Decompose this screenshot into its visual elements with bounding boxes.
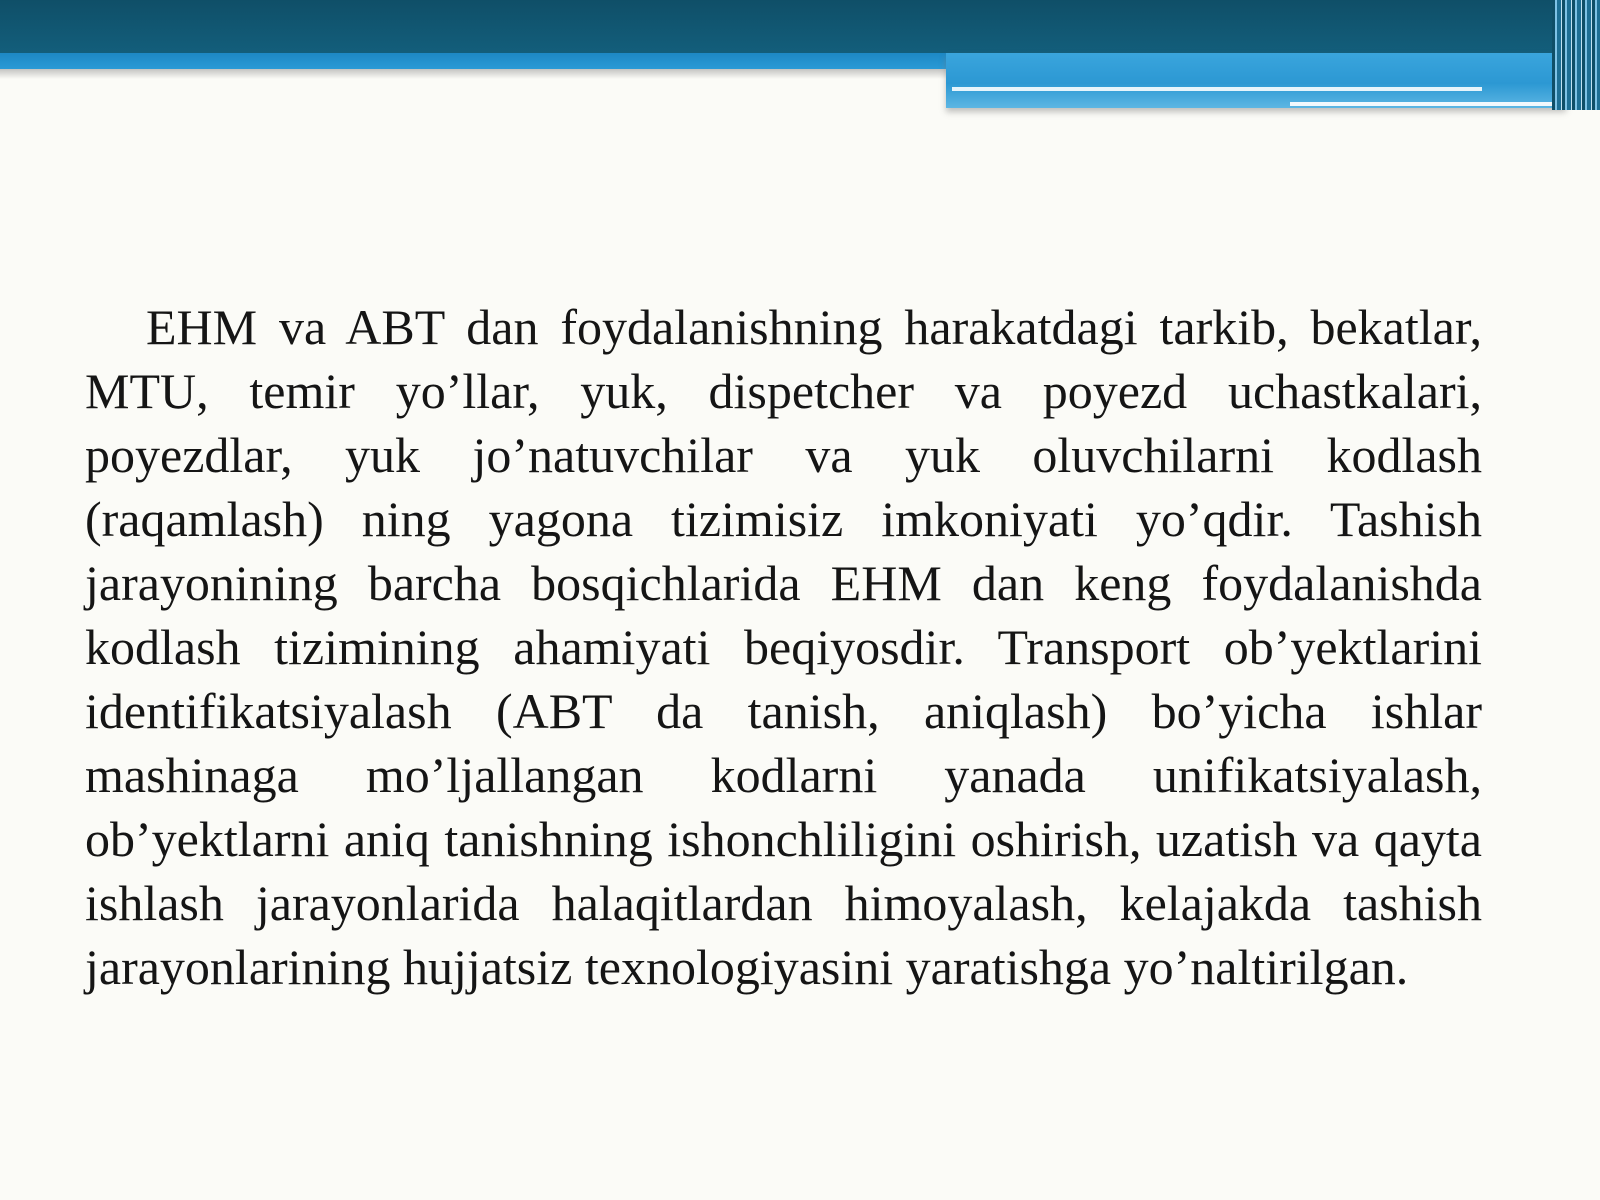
header-accent-stripe xyxy=(0,53,948,69)
header-shadow xyxy=(0,69,948,79)
header-accent-stripe-right xyxy=(946,53,1566,108)
header-highlight-line-short xyxy=(1290,102,1566,106)
slide-body-text: EHM va ABT dan foydalanishning harakatdagi tarkib, bekatlar, MTU, temir yo’llar, yuk, dispetcher va poyezd uchastkalari, poyezdlar, yuk jo’natuvchilar va yuk oluvchilarni kodlash (raqamlash) ning yagona tizimisiz imkoniyati yo’qdir. Tashish jarayonining barcha bosqichlarida EHM dan keng foydalanishda kodlash tizimining ahamiyati beqiyosdir. Transport ob’yektlarini identifikatsiyalash (ABT da tanish, aniqlash) bo’yicha ishlar mashinaga mo’ljallangan kodlarni yanada unifikatsiyalash, ob’yektlarni aniq tanishning ishonchliligini oshirish, uzatish va qayta ishlash jarayonlarida halaqitlardan himoyalash, kelajakda tashish jarayonlarining hujjatsiz texnologiyasini yaratishga yo’naltirilgan. xyxy=(85,299,1482,995)
header-edge-lines xyxy=(1552,0,1600,110)
header-highlight-line xyxy=(952,87,1482,91)
header-bar xyxy=(0,0,1600,53)
